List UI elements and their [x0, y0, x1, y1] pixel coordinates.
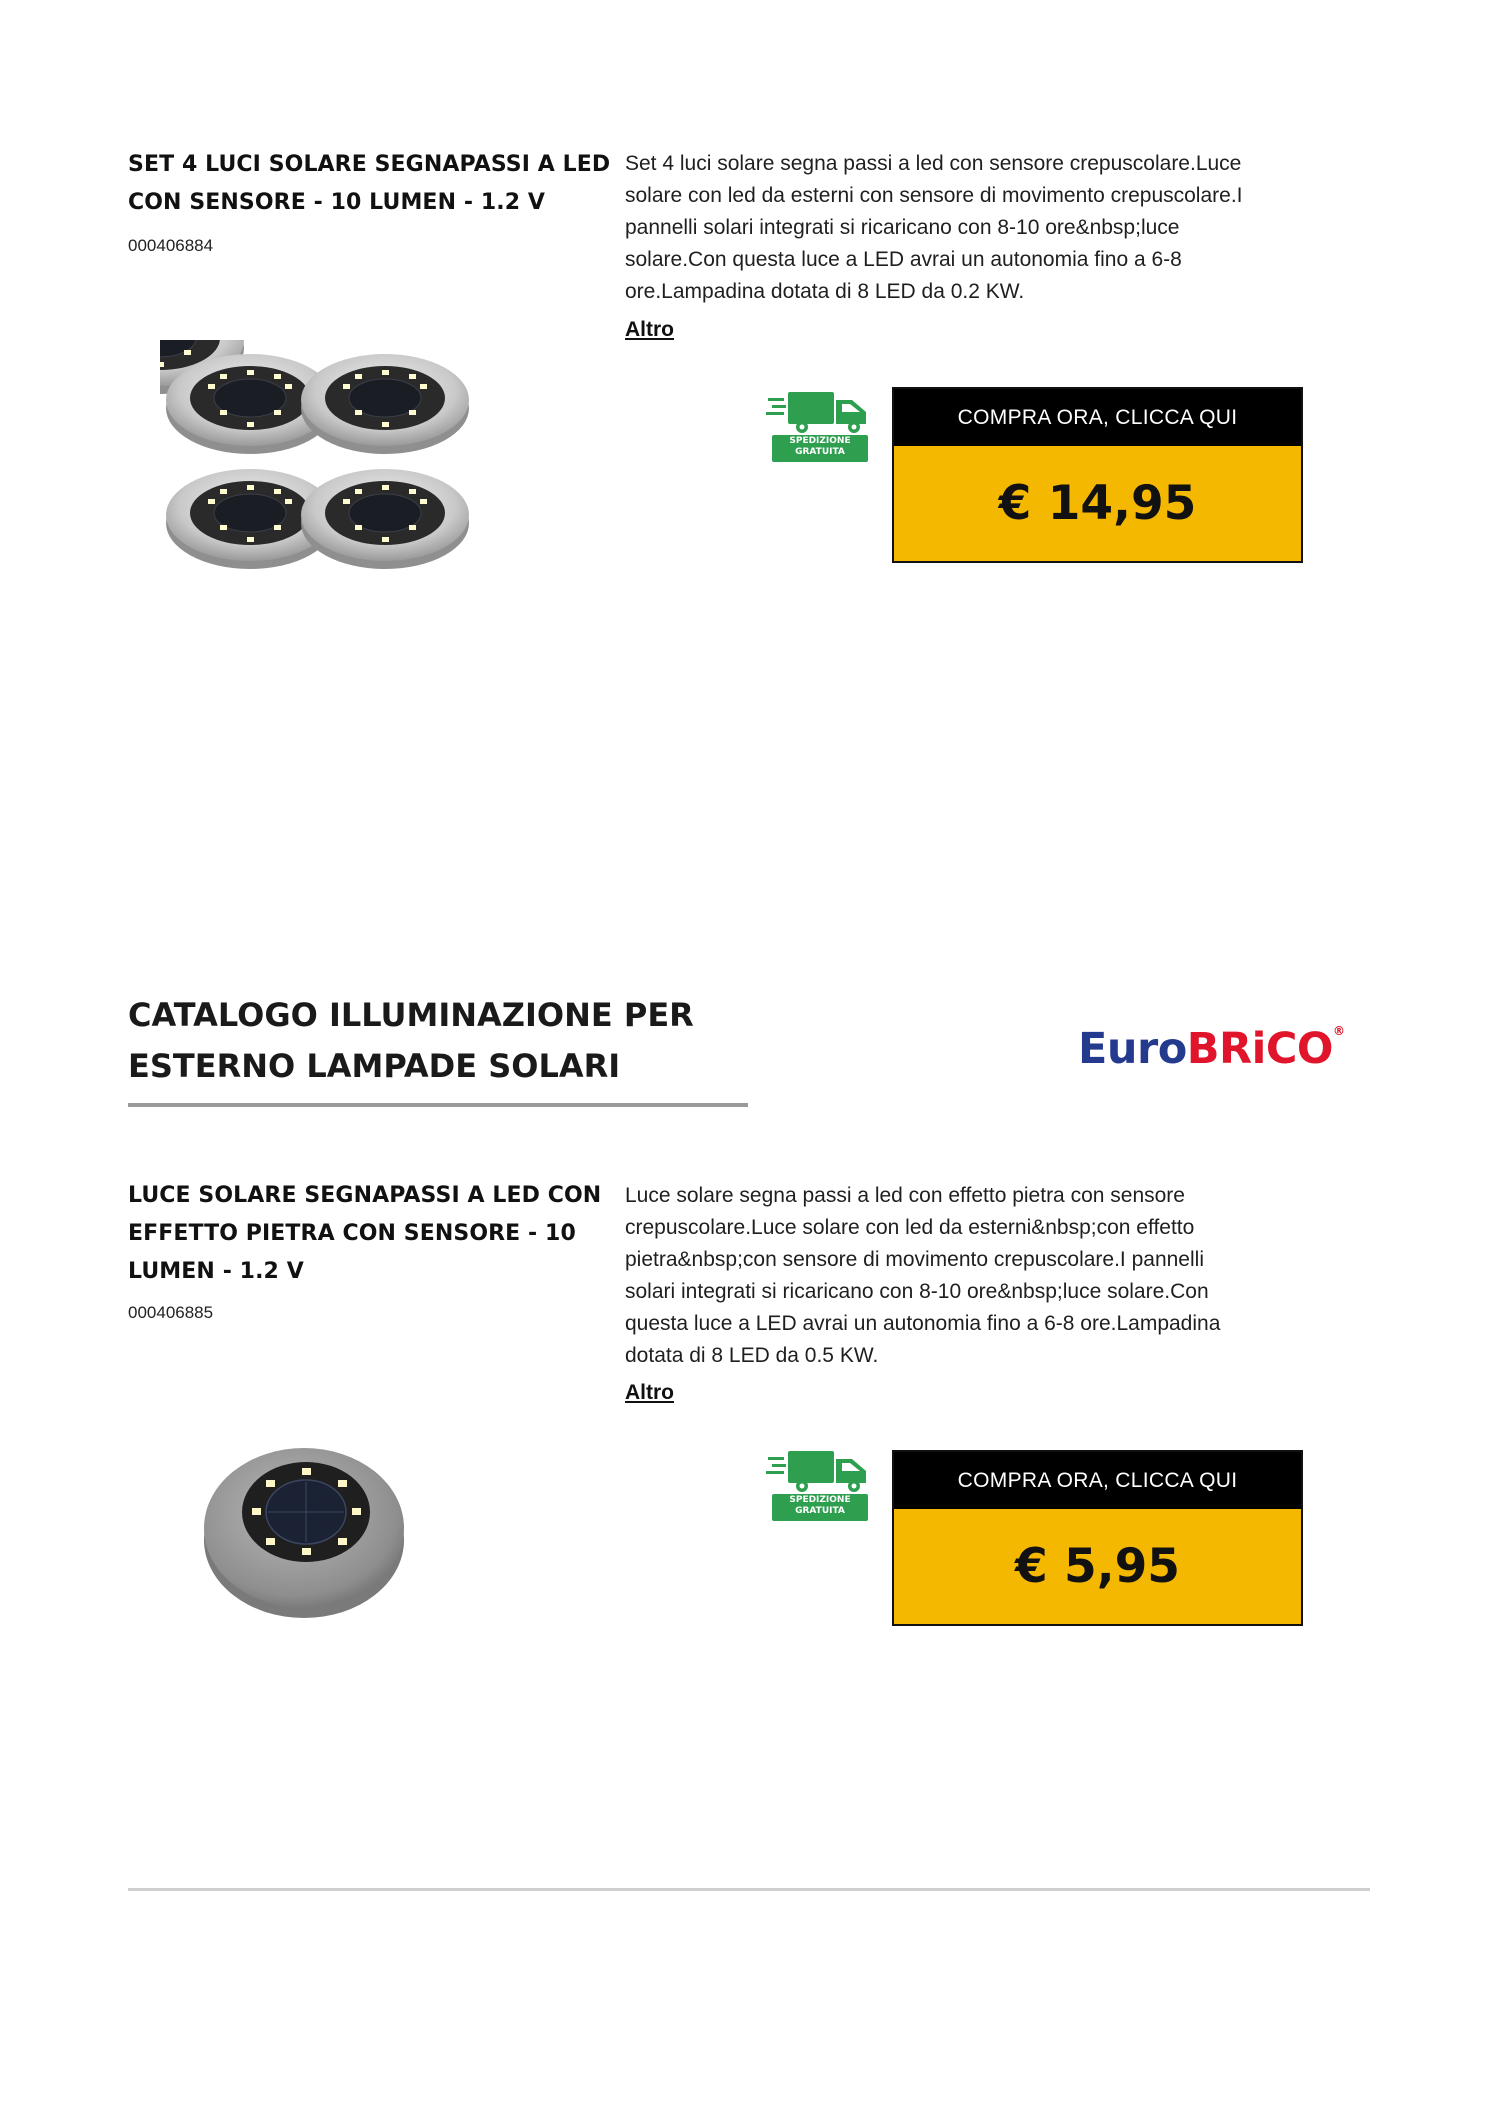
more-link[interactable]: Altro: [625, 318, 674, 341]
description-line: pietra&nbsp;con sensore di movimento crepuscolare.I pannelli: [625, 1248, 1204, 1271]
logo-registered-mark: ®: [1332, 1024, 1345, 1038]
product-title-line: EFFETTO PIETRA CON SENSORE - 10: [128, 1221, 576, 1246]
eurobrico-logo: [1078, 1024, 1344, 1074]
more-link[interactable]: Altro: [625, 1381, 674, 1404]
badge-line: SPEDIZIONE: [789, 1495, 851, 1505]
description-line: ore.Lampadina dotata di 8 LED da 0.2 KW.: [625, 280, 1025, 303]
product-image: [160, 340, 480, 590]
product-title: [128, 1177, 628, 1291]
stone-solar-light-icon: [200, 1430, 410, 1625]
badge-line: SPEDIZIONE: [789, 436, 851, 446]
logo-text-brico: BRiCO: [1186, 1024, 1333, 1074]
buy-now-label[interactable]: COMPRA ORA, CLICCA QUI: [894, 1452, 1301, 1509]
product-title: [128, 146, 628, 222]
description-line: pannelli solari integrati si ricaricano con 8-10 ore&nbsp;luce: [625, 216, 1180, 239]
buy-now-button[interactable]: [892, 387, 1303, 563]
product-description: [625, 1180, 1325, 1372]
free-shipping-badge: [766, 390, 870, 462]
product-price[interactable]: € 5,95: [894, 1509, 1301, 1624]
section-title-line: ESTERNO LAMPADE SOLARI: [128, 1047, 621, 1085]
description-line: solare con led da esterni con sensore di movimento crepuscolare.I: [625, 184, 1243, 207]
product-sku: 000406885: [128, 1303, 214, 1322]
product-price[interactable]: € 14,95: [894, 446, 1301, 561]
section-divider: [128, 1103, 748, 1107]
product-title-line: LUCE SOLARE SEGNAPASSI A LED CON: [128, 1183, 602, 1208]
page-divider: [128, 1888, 1370, 1891]
free-shipping-badge: [766, 1449, 870, 1521]
description-line: solare.Con questa luce a LED avrai un autonomia fino a 6-8: [625, 248, 1182, 271]
section-title: [128, 990, 778, 1092]
description-line: crepuscolare.Luce solare con led da esterni&nbsp;con effetto: [625, 1216, 1195, 1239]
product-image: [200, 1430, 410, 1625]
badge-line: GRATUITA: [795, 1506, 845, 1516]
description-line: questa luce a LED avrai un autonomia fino a 6-8 ore.Lampadina: [625, 1312, 1221, 1335]
logo-text-euro: Euro: [1078, 1024, 1187, 1074]
product-title-line: CON SENSORE - 10 LUMEN - 1.2 V: [128, 190, 545, 215]
product-title-line: SET 4 LUCI SOLARE SEGNAPASSI A LED: [128, 152, 611, 177]
product-title-line: LUMEN - 1.2 V: [128, 1259, 304, 1284]
description-line: solari integrati si ricaricano con 8-10 ore&nbsp;luce solare.Con: [625, 1280, 1209, 1303]
product-sku: 000406884: [128, 236, 214, 255]
description-line: dotata di 8 LED da 0.5 KW.: [625, 1344, 879, 1367]
product-description: [625, 148, 1325, 308]
section-title-line: CATALOGO ILLUMINAZIONE PER: [128, 996, 694, 1034]
description-line: Luce solare segna passi a led con effetto pietra con sensore: [625, 1184, 1185, 1207]
description-line: Set 4 luci solare segna passi a led con sensore crepuscolare.Luce: [625, 152, 1242, 175]
solar-disc-lights-icon: [160, 340, 480, 590]
buy-now-label[interactable]: COMPRA ORA, CLICCA QUI: [894, 389, 1301, 446]
buy-now-button[interactable]: [892, 1450, 1303, 1626]
badge-line: GRATUITA: [795, 447, 845, 457]
